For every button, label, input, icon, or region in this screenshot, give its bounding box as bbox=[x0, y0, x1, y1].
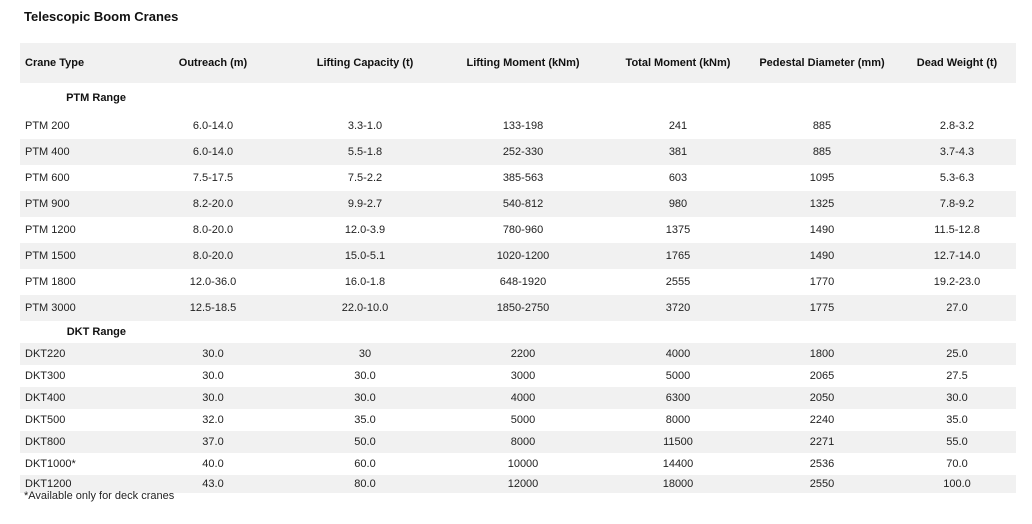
table-cell: 381 bbox=[668, 146, 688, 158]
table-row bbox=[20, 431, 1016, 453]
table-cell: 3.7-4.3 bbox=[939, 146, 975, 158]
table-cell: DKT800 bbox=[25, 436, 66, 448]
table-cell: 27.5 bbox=[946, 370, 968, 382]
table-cell: 1490 bbox=[809, 224, 835, 236]
table-cell: 19.2-23.0 bbox=[933, 276, 981, 288]
table-cell: 12000 bbox=[507, 478, 539, 490]
table-cell: 8.0-20.0 bbox=[192, 224, 234, 236]
table-cell: 60.0 bbox=[354, 458, 376, 470]
table-cell: DKT1000* bbox=[25, 458, 76, 470]
table-cell: 6.0-14.0 bbox=[192, 146, 234, 158]
table-cell: 43.0 bbox=[202, 478, 224, 490]
table-cell: 40.0 bbox=[202, 458, 224, 470]
group-row bbox=[20, 321, 1016, 343]
column-header-lifting-moment: Lifting Moment (kNm) bbox=[466, 57, 580, 69]
table-cell: 5.3-6.3 bbox=[939, 172, 975, 184]
table-cell: 1095 bbox=[809, 172, 835, 184]
table-cell: 3000 bbox=[510, 370, 536, 382]
table-cell: 1800 bbox=[809, 348, 835, 360]
table-cell: DKT1200 bbox=[25, 478, 72, 490]
table-cell: DKT300 bbox=[25, 370, 66, 382]
table-cell: 55.0 bbox=[946, 436, 968, 448]
table-cell: 2536 bbox=[809, 458, 835, 470]
table-cell: 27.0 bbox=[946, 302, 968, 314]
table-cell: 8.0-20.0 bbox=[192, 250, 234, 262]
table-cell: 10000 bbox=[507, 458, 539, 470]
table-cell: DKT500 bbox=[25, 414, 66, 426]
table-body bbox=[20, 83, 1016, 493]
table-cell: 3720 bbox=[665, 302, 691, 314]
table-row bbox=[20, 387, 1016, 409]
table-cell: 1490 bbox=[809, 250, 835, 262]
table-cell: DKT400 bbox=[25, 392, 66, 404]
table-cell: 35.0 bbox=[946, 414, 968, 426]
table-cell: 25.0 bbox=[946, 348, 968, 360]
crane-spec-table bbox=[20, 43, 1016, 493]
column-header-crane-type: Crane Type bbox=[25, 57, 85, 69]
table-cell: 2550 bbox=[809, 478, 835, 490]
table-row bbox=[20, 165, 1016, 191]
table-cell: 16.0-1.8 bbox=[344, 276, 386, 288]
table-cell: PTM 900 bbox=[25, 198, 70, 210]
table-cell: 12.0-36.0 bbox=[189, 276, 237, 288]
table-cell: 18000 bbox=[662, 478, 694, 490]
table-cell: 885 bbox=[812, 120, 832, 132]
table-cell: 30.0 bbox=[202, 348, 224, 360]
table-row bbox=[20, 365, 1016, 387]
table-cell: 1020-1200 bbox=[496, 250, 550, 262]
table-cell: 50.0 bbox=[354, 436, 376, 448]
table-cell: 2200 bbox=[510, 348, 536, 360]
table-cell: 37.0 bbox=[202, 436, 224, 448]
table-cell: 1375 bbox=[665, 224, 691, 236]
table-cell: PTM 600 bbox=[25, 172, 70, 184]
table-cell: 11.5-12.8 bbox=[934, 224, 980, 236]
table-cell: 2.8-3.2 bbox=[939, 120, 975, 132]
table-cell: 385-563 bbox=[502, 172, 544, 184]
table-cell: 11500 bbox=[663, 436, 693, 448]
table-cell: DKT220 bbox=[25, 348, 66, 360]
table-cell: PTM 200 bbox=[25, 120, 70, 132]
column-header-outreach: Outreach (m) bbox=[178, 57, 248, 69]
table-row bbox=[20, 191, 1016, 217]
table-cell: 30.0 bbox=[354, 392, 376, 404]
table-cell: 5.5-1.8 bbox=[347, 146, 383, 158]
table-cell: 30 bbox=[358, 348, 372, 360]
table-cell: 6300 bbox=[665, 392, 691, 404]
table-cell: 7.5-2.2 bbox=[347, 172, 383, 184]
table-cell: 5000 bbox=[665, 370, 691, 382]
group-spacer bbox=[132, 321, 1016, 343]
table-cell: 2555 bbox=[665, 276, 691, 288]
table-row bbox=[20, 295, 1016, 321]
table-cell: 22.0-10.0 bbox=[341, 302, 389, 314]
table-cell: 2050 bbox=[809, 392, 835, 404]
table-cell: 3.3-1.0 bbox=[347, 120, 383, 132]
table-row bbox=[20, 453, 1016, 475]
group-label: DKT Range bbox=[66, 326, 126, 338]
table-cell: PTM 400 bbox=[25, 146, 70, 158]
table-row bbox=[20, 217, 1016, 243]
table-cell: 30.0 bbox=[202, 370, 224, 382]
table-cell: 540-812 bbox=[502, 198, 544, 210]
table-cell: 35.0 bbox=[354, 414, 376, 426]
group-spacer bbox=[132, 83, 1016, 113]
table-cell: 30.0 bbox=[946, 392, 968, 404]
table-cell: 2240 bbox=[809, 414, 835, 426]
table-cell: 8.2-20.0 bbox=[192, 198, 234, 210]
table-cell: PTM 1800 bbox=[25, 276, 76, 288]
table-cell: 5000 bbox=[510, 414, 536, 426]
table-cell: 648-1920 bbox=[499, 276, 547, 288]
table-cell: 12.5-18.5 bbox=[189, 302, 237, 314]
table-cell: 4000 bbox=[665, 348, 691, 360]
table-cell: 133-198 bbox=[502, 120, 544, 132]
table-cell: 30.0 bbox=[354, 370, 376, 382]
table-row bbox=[20, 243, 1016, 269]
table-cell: 7.5-17.5 bbox=[192, 172, 234, 184]
column-header-lifting-capacity: Lifting Capacity (t) bbox=[316, 57, 414, 69]
table-cell: 1770 bbox=[809, 276, 835, 288]
table-row bbox=[20, 139, 1016, 165]
table-cell: 6.0-14.0 bbox=[192, 120, 234, 132]
table-cell: 30.0 bbox=[202, 392, 224, 404]
page-title: Telescopic Boom Cranes bbox=[24, 9, 179, 24]
table-cell: 2065 bbox=[809, 370, 835, 382]
table-cell: 1325 bbox=[809, 198, 835, 210]
table-cell: 7.8-9.2 bbox=[939, 198, 975, 210]
table-cell: 1765 bbox=[665, 250, 691, 262]
table-cell: 8000 bbox=[510, 436, 536, 448]
table-cell: 980 bbox=[668, 198, 688, 210]
table-cell: 14400 bbox=[662, 458, 694, 470]
table-cell: 15.0-5.1 bbox=[344, 250, 386, 262]
table-cell: 2271 bbox=[809, 436, 835, 448]
table-cell: 70.0 bbox=[946, 458, 968, 470]
table-cell: 780-960 bbox=[502, 224, 544, 236]
column-header-dead-weight: Dead Weight (t) bbox=[916, 57, 998, 69]
table-row bbox=[20, 409, 1016, 431]
footnote: *Available only for deck cranes bbox=[24, 490, 175, 502]
table-cell: PTM 3000 bbox=[25, 302, 76, 314]
table-row bbox=[20, 113, 1016, 139]
table-cell: 241 bbox=[668, 120, 688, 132]
table-cell: 603 bbox=[668, 172, 688, 184]
table-row bbox=[20, 269, 1016, 295]
table-cell: 885 bbox=[812, 146, 832, 158]
table-cell: PTM 1200 bbox=[25, 224, 76, 236]
table-cell: 8000 bbox=[665, 414, 691, 426]
group-row bbox=[20, 83, 1016, 113]
table-cell: 1850-2750 bbox=[496, 302, 550, 314]
header-row bbox=[20, 43, 1016, 83]
table-cell: 4000 bbox=[510, 392, 536, 404]
table-cell: PTM 1500 bbox=[25, 250, 76, 262]
table-cell: 12.0-3.9 bbox=[344, 224, 386, 236]
table-row bbox=[20, 343, 1016, 365]
column-header-pedestal-diameter: Pedestal Diameter (mm) bbox=[759, 57, 885, 69]
table-cell: 80.0 bbox=[354, 478, 376, 490]
table-cell: 252-330 bbox=[502, 146, 544, 158]
table-cell: 12.7-14.0 bbox=[933, 250, 981, 262]
table-cell: 100.0 bbox=[943, 478, 971, 490]
table-cell: 32.0 bbox=[202, 414, 224, 426]
column-header-total-moment: Total Moment (kNm) bbox=[625, 57, 731, 69]
group-label: PTM Range bbox=[66, 92, 126, 104]
table-cell: 9.9-2.7 bbox=[347, 198, 383, 210]
table-cell: 1775 bbox=[809, 302, 835, 314]
